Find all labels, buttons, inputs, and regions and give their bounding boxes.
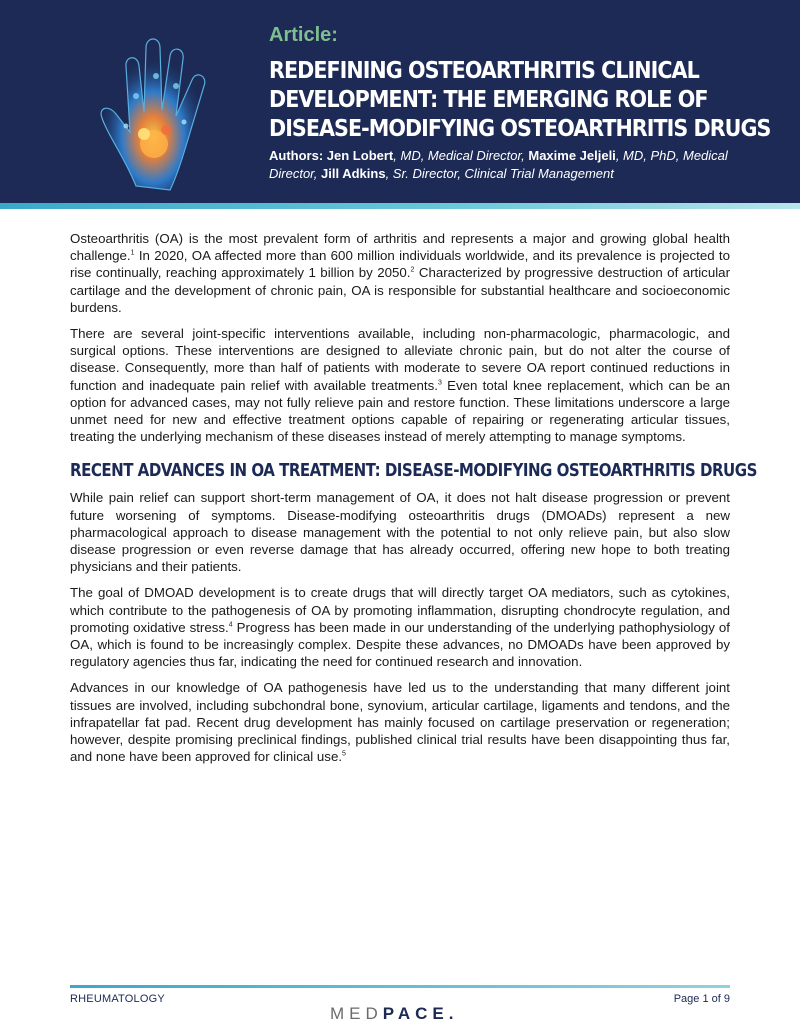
header-stripe bbox=[0, 203, 800, 209]
title-line: DISEASE-MODIFYING OSTEOARTHRITIS DRUGS bbox=[269, 114, 771, 142]
footer-rule bbox=[70, 985, 730, 988]
author-role: , MD, PhD, Medical Director, bbox=[269, 148, 728, 181]
paragraph: Osteoarthritis (OA) is the most prevalent form of arthritis and represents a major and growing global health challenge.$^1$ In 2020, OA affected more than 600 million individuals worldwide, and its prevalence is projected to rise continually, reaching approximately 1 billion by 2050.$^2$ Characterized by progressive destruction of articular cartilage and the development of chronic pain, OA is responsible for substantial healthcare and socioeconomic burdens. bbox=[70, 231, 731, 315]
citation: 4 bbox=[228, 621, 233, 629]
paragraph: There are several joint-specific interventions available, including non-pharmacologic, pharmacologic, and surgical options. These interventions are designed to alleviate chronic pain, but do not alter the course of disease. Consequently, more than half of patients with moderate to severe OA report continued reductions in function and inadequate pain relief with available treatments.$^3$ Even total knee replacement, which can be an option for advanced cases, may not fully relieve pain and restore function. These limitations underscore a large unmet need for new and effective treatment options capable of repairing or regenerating articular tissues, treating the underlying mechanism of these diseases instead of merely attempting to manage symptoms. bbox=[70, 326, 731, 445]
citation: 1 bbox=[130, 249, 135, 257]
title-line: REDEFINING OSTEOARTHRITIS CLINICAL bbox=[269, 56, 699, 84]
citation: 2 bbox=[410, 266, 415, 274]
authors-line bbox=[269, 147, 749, 183]
page-number: Page 1 of 9 bbox=[673, 993, 730, 1005]
article-body bbox=[70, 230, 757, 774]
paragraph: The goal of DMOAD development is to create drugs that will directly target OA mediators, such as cytokines, which contribute to the pathogenesis of OA by promoting inflammation, disrupting chondrocyte regulation, and promoting oxidative stress.$^4$ Progress has been made in our understanding of the underlying pathophysiology of OA, which is found to be increasingly complex. Despite these advances, no DMOADs have been approved by regulatory agencies thus far, indicating the need for continued research and innovation. bbox=[70, 585, 730, 670]
citation: 3 bbox=[437, 379, 442, 387]
paragraph: While pain relief can support short-term management of OA, it does not halt disease progression or prevent future worsening of symptoms. Disease-modifying osteoarthritis drugs (DMOADs) represent a new pharmacological approach to disease management with the potential to not only relieve pain, but also slow disease progression or even reverse damage that has already occurred, offering new hope to both treating physicians and their patients. bbox=[70, 490, 730, 575]
header-band bbox=[0, 0, 800, 203]
logo-text-bold: PACE. bbox=[382, 1004, 459, 1023]
author-name: Jen Lobert bbox=[326, 148, 394, 163]
author-name: Jill Adkins bbox=[321, 166, 386, 181]
medpace-logo bbox=[330, 1004, 458, 1024]
logo-text: MED bbox=[330, 1004, 383, 1023]
article-title bbox=[269, 56, 771, 143]
title-line: DEVELOPMENT: THE EMERGING ROLE OF bbox=[269, 85, 708, 113]
author-role: , MD, Medical Director, bbox=[393, 148, 529, 163]
footer-category: RHEUMATOLOGY bbox=[70, 993, 165, 1005]
article-label: Article: bbox=[269, 24, 338, 46]
author-role: , Sr. Director, Clinical Trial Management bbox=[385, 166, 614, 181]
authors-prefix: Authors: bbox=[269, 148, 324, 163]
glowing-hand-illustration bbox=[96, 26, 216, 196]
citation: 5 bbox=[342, 750, 346, 758]
paragraph: Advances in our knowledge of OA pathogenesis have led us to the understanding that many different joint tissues are involved, including subchondral bone, synovium, articular cartilage, ligaments and tendons, and the infrapatellar fat pad. Recent drug development has mainly focused on cartilage preservation or regeneration; however, despite promising preclinical findings, published clinical trial results have been disappointing thus far, and none have been approved for clinical use.$^5$ bbox=[70, 680, 730, 765]
section-heading: RECENT ADVANCES IN OA TREATMENT: DISEASE-MODIFYING OSTEOARTHRITIS DRUGS bbox=[70, 461, 757, 482]
author-name: Maxime Jeljeli bbox=[528, 148, 616, 163]
